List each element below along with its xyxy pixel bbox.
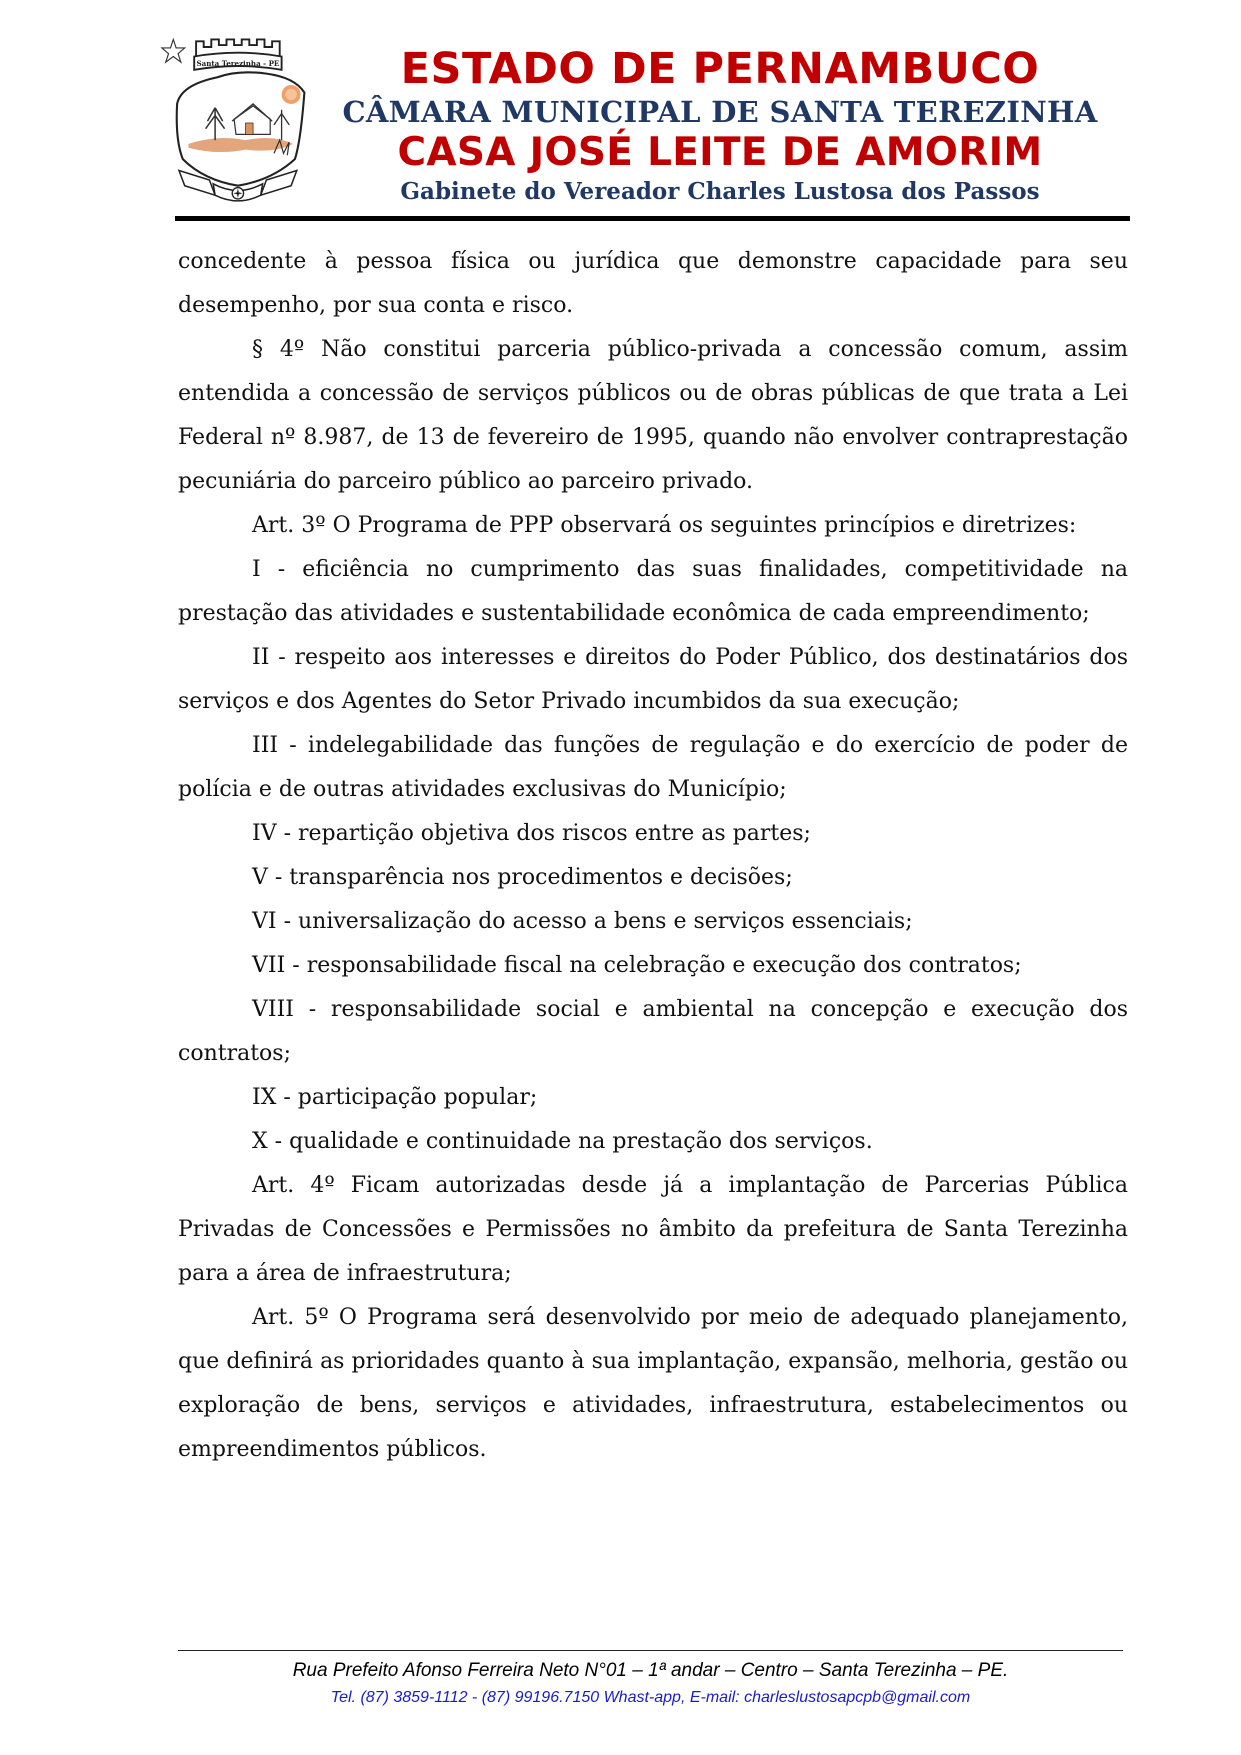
list-item: VI - universalização do acesso a bens e serviços essenciais; (252, 909, 913, 934)
paragraph: concedente à pessoa física ou jurídica que demonstre capacidade para seu desempenho, por sua conta e risco. (178, 249, 1128, 318)
footer-divider (178, 1650, 1123, 1651)
list-item: IV - repartição objetiva dos riscos entre as partes; (252, 821, 811, 846)
article-paragraph: Art. 3º O Programa de PPP observará os seguintes princípios e diretrizes: (252, 513, 1077, 538)
list-item: VIII - responsabilidade social e ambiental na concepção e execução dos contratos; (178, 997, 1128, 1066)
paragraph: § 4º Não constitui parceria público-privada a concessão comum, assim entendida a concessão de serviços públicos ou de obras públicas de que trata a Lei Federal nº 8.987, de 13 de fevereiro de 1995, quando não envolver contraprestação pecuniária do parceiro público ao parceiro privado. (178, 337, 1128, 494)
star-icon (162, 39, 185, 62)
footer-address: Rua Prefeito Afonso Ferreira Neto N°01 – 1ª andar – Centro – Santa Terezinha – PE. (292, 1660, 1009, 1681)
letterhead-titles (320, 44, 1120, 208)
footer (178, 1656, 1123, 1710)
state-title: ESTADO DE PERNAMBUCO (400, 44, 1040, 94)
svg-text:Santa Terezinha - PE: Santa Terezinha - PE (196, 59, 280, 68)
list-item: X - qualidade e continuidade na prestação dos serviços. (252, 1129, 873, 1154)
document-body (178, 240, 1128, 1472)
house-title: CASA JOSÉ LEITE DE AMORIM (397, 130, 1043, 175)
office-subtitle: Gabinete do Vereador Charles Lustosa dos Passos (400, 178, 1040, 205)
header-divider (175, 216, 1130, 221)
list-item: III - indelegabilidade das funções de regulação e do exercício de poder de polícia e de outras atividades exclusivas do Município; (178, 733, 1128, 802)
list-item: V - transparência nos procedimentos e decisões; (252, 865, 793, 890)
list-item: II - respeito aos interesses e direitos do Poder Público, dos destinatários dos serviços e dos Agentes do Setor Privado incumbidos da sua execução; (178, 645, 1128, 714)
article-paragraph: Art. 4º Ficam autorizadas desde já a implantação de Parcerias Pública Privadas de Concessões e Permissões no âmbito da prefeitura de Santa Terezinha para a área de infraestrutura; (178, 1173, 1128, 1286)
list-item: VII - responsabilidade fiscal na celebração e execução dos contratos; (252, 953, 1022, 978)
list-item: I - eficiência no cumprimento das suas finalidades, competitividade na prestação das atividades e sustentabilidade econômica de cada empreendimento; (178, 557, 1128, 626)
list-item: IX - participação popular; (252, 1085, 538, 1110)
chamber-title: CÂMARA MUNICIPAL DE SANTA TEREZINHA (342, 95, 1098, 129)
footer-contact: Tel. (87) 3859-1112 - (87) 99196.7150 Whast-app, E-mail: charleslustosapcpb@gmail.com (330, 1689, 971, 1706)
article-paragraph: Art. 5º O Programa será desenvolvido por meio de adequado planejamento, que definirá as prioridades quanto à sua implantação, expansão, melhoria, gestão ou exploração de bens, serviços e atividades, infraestrutura, estabelecimentos ou empreendimentos públicos. (178, 1305, 1128, 1462)
